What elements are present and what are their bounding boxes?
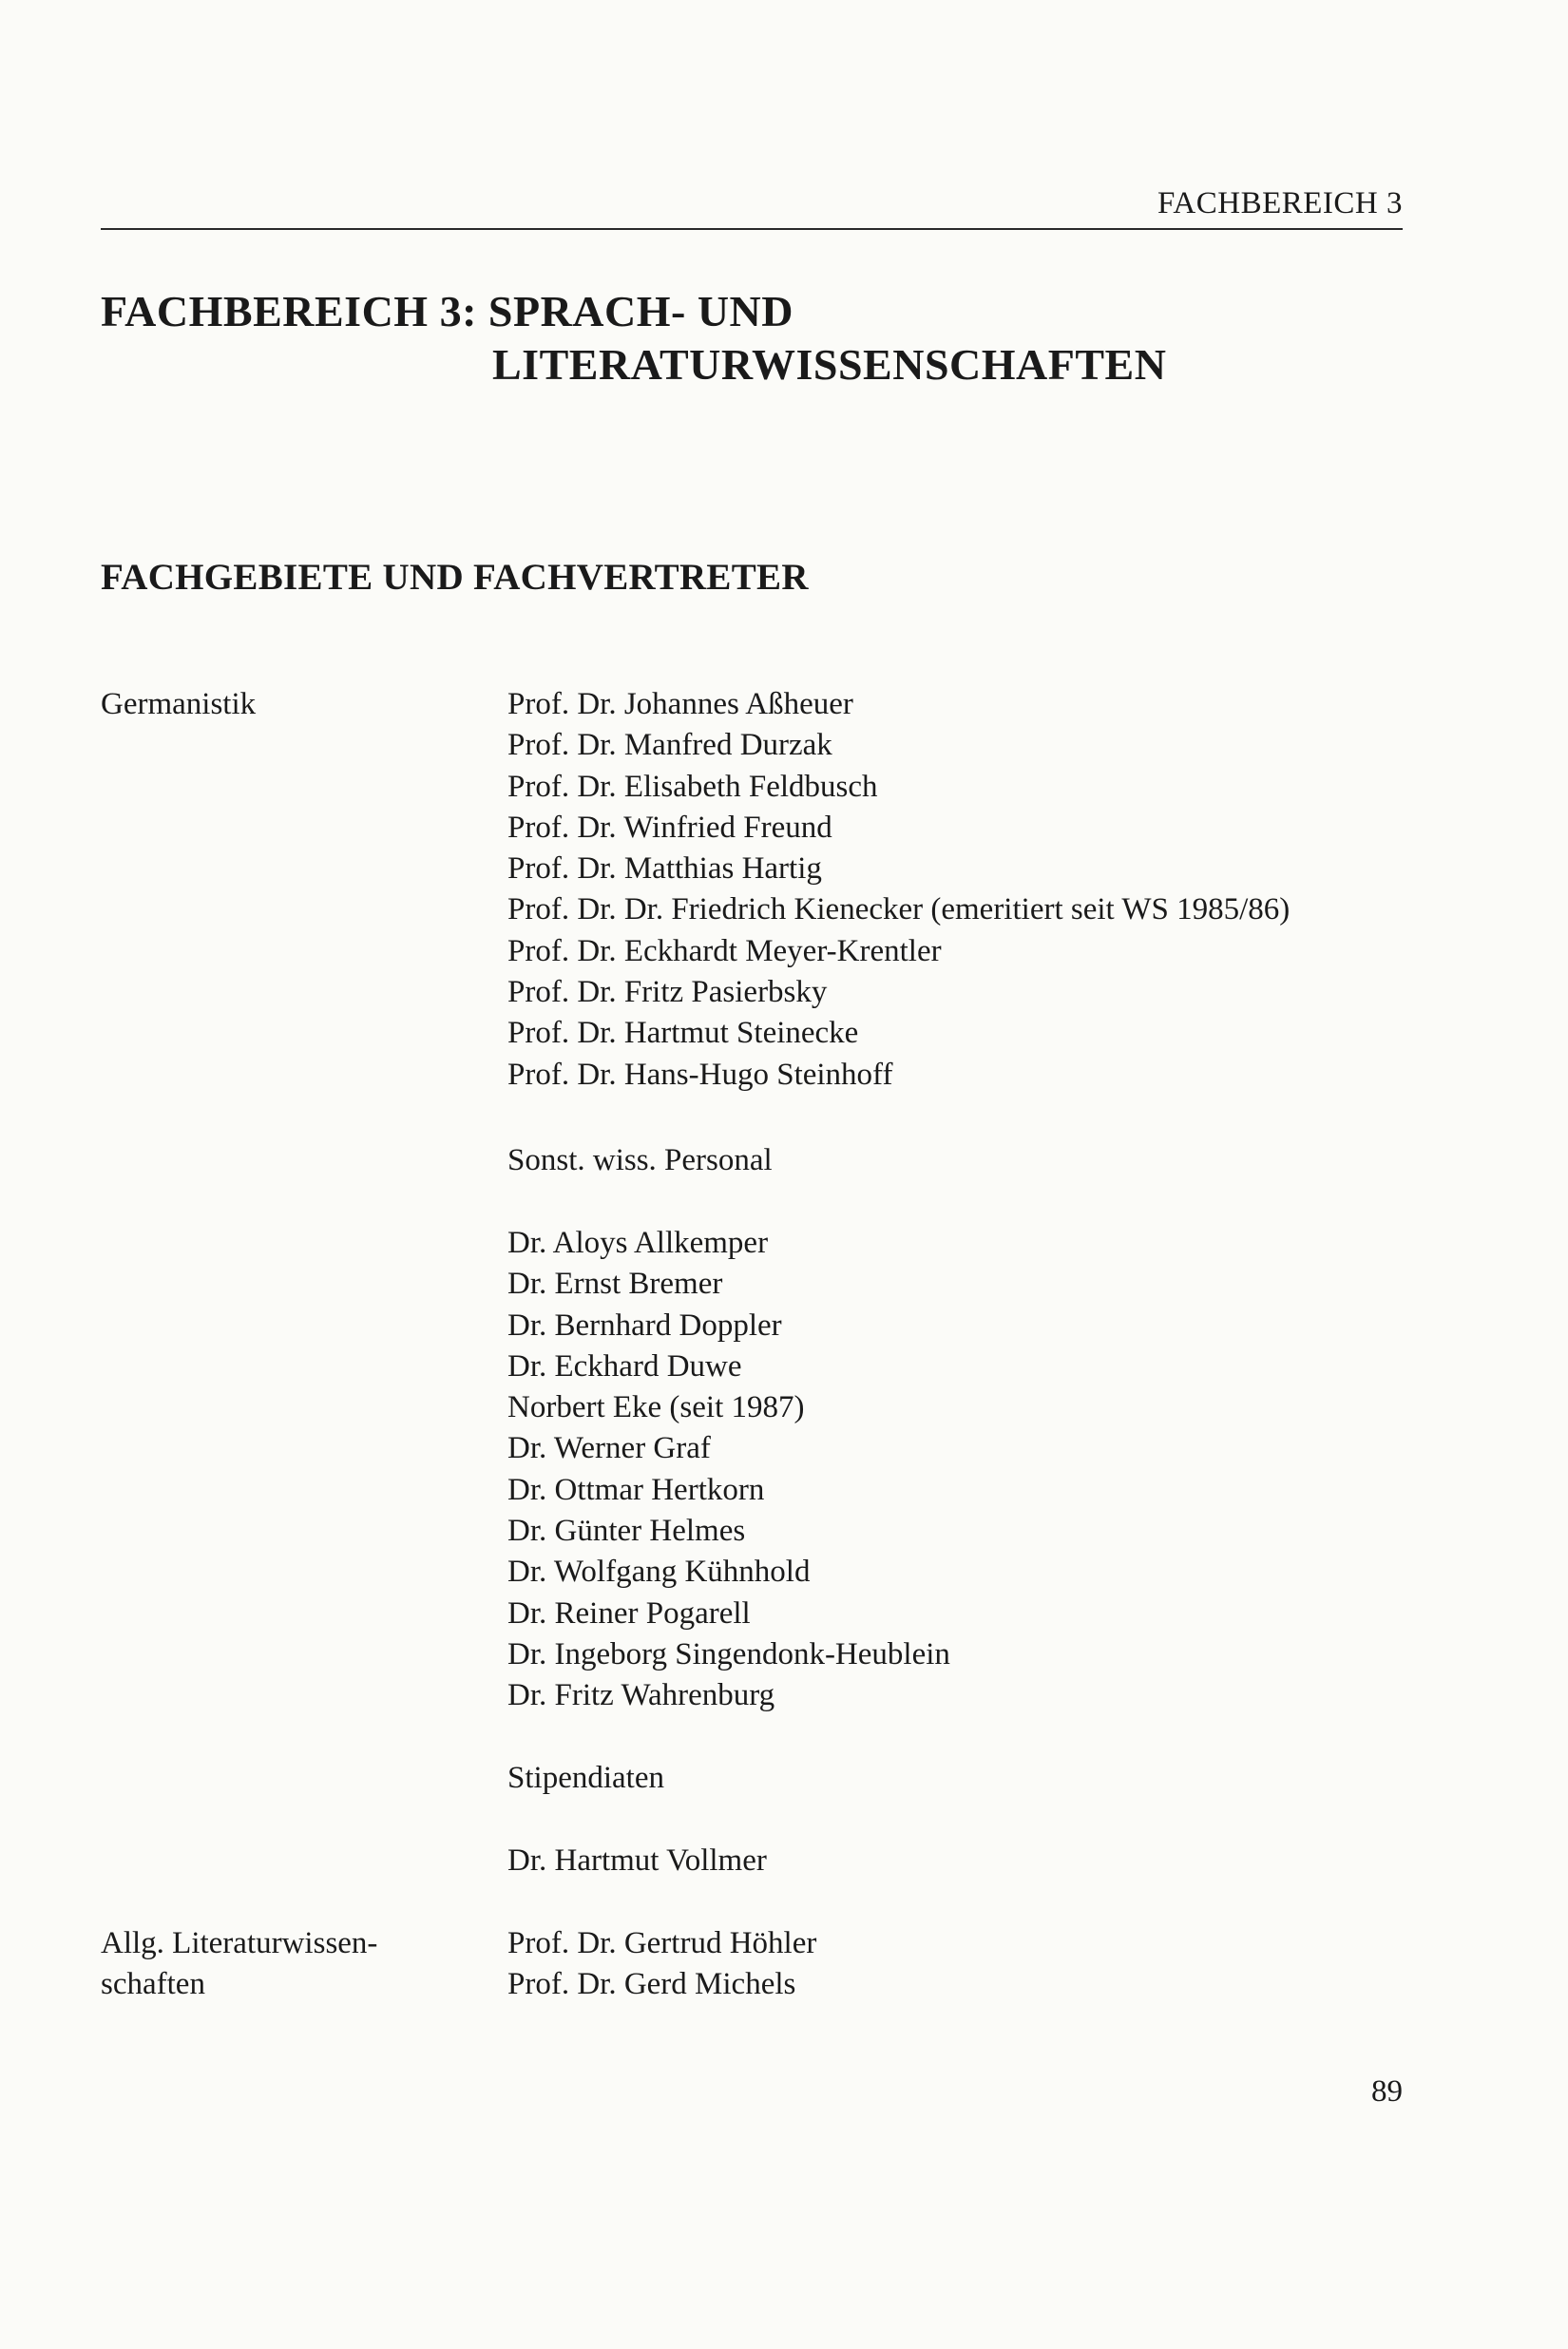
literatur-professor-list <box>507 1923 816 2006</box>
subject-label-line-2: schaften <box>101 1967 205 2002</box>
stipend-heading: Stipendiaten <box>507 1761 664 1795</box>
list-item: Dr. Reiner Pogarell <box>507 1595 751 1631</box>
subject-label-germanistik: Germanistik <box>101 687 257 721</box>
page-number: 89 <box>1371 2074 1403 2109</box>
running-head: FACHBEREICH 3 <box>1157 186 1403 220</box>
section-title: FACHGEBIETE UND FACHVERTRETER <box>101 557 809 598</box>
list-item: Dr. Fritz Wahrenburg <box>507 1678 775 1713</box>
list-item: Dr. Hartmut Vollmer <box>507 1843 767 1878</box>
list-item: Norbert Eke (seit 1987) <box>507 1390 805 1425</box>
stipend-list <box>507 1841 767 1881</box>
list-item: Prof. Dr. Johannes Aßheuer <box>507 687 853 721</box>
list-item: Prof. Dr. Elisabeth Feldbusch <box>507 769 878 804</box>
header-rule <box>101 228 1403 230</box>
subject-label-line-1: Allg. Literaturwissen- <box>101 1926 378 1960</box>
list-item: Prof. Dr. Hans-Hugo Steinhoff <box>507 1057 893 1092</box>
chapter-title-line-2: LITERATURWISSENSCHAFTEN <box>492 340 1167 389</box>
list-item: Prof. Dr. Winfried Freund <box>507 810 832 845</box>
germanistik-professor-list <box>507 684 1290 1096</box>
list-item: Dr. Wolfgang Kühnhold <box>507 1555 811 1590</box>
list-item: Prof. Dr. Gerd Michels <box>507 1967 796 2002</box>
list-item: Dr. Ernst Bremer <box>507 1267 723 1302</box>
list-item: Prof. Dr. Manfred Durzak <box>507 728 832 763</box>
staff-heading: Sonst. wiss. Personal <box>507 1143 773 1177</box>
list-item: Dr. Eckhard Duwe <box>507 1348 742 1384</box>
chapter-title <box>101 285 1166 392</box>
list-item: Prof. Dr. Hartmut Steinecke <box>507 1016 859 1051</box>
list-item: Prof. Dr. Matthias Hartig <box>507 851 822 887</box>
list-item: Dr. Aloys Allkemper <box>507 1226 769 1260</box>
chapter-title-line-1: FACHBEREICH 3: SPRACH- UND <box>101 287 794 335</box>
list-item: Dr. Ottmar Hertkorn <box>507 1472 765 1507</box>
subject-label-literatur <box>101 1923 377 2006</box>
list-item: Prof. Dr. Gertrud Höhler <box>507 1926 817 1960</box>
list-item: Prof. Dr. Eckhardt Meyer-Krentler <box>507 933 942 968</box>
list-item: Dr. Günter Helmes <box>507 1514 746 1549</box>
list-item: Dr. Bernhard Doppler <box>507 1308 782 1343</box>
list-item: Prof. Dr. Fritz Pasierbsky <box>507 975 828 1010</box>
list-item: Dr. Ingeborg Singendonk-Heublein <box>507 1636 950 1671</box>
germanistik-staff-list <box>507 1223 950 1717</box>
list-item: Prof. Dr. Dr. Friedrich Kienecker (emeritiert seit WS 1985/86) <box>507 892 1291 927</box>
list-item: Dr. Werner Graf <box>507 1431 711 1466</box>
